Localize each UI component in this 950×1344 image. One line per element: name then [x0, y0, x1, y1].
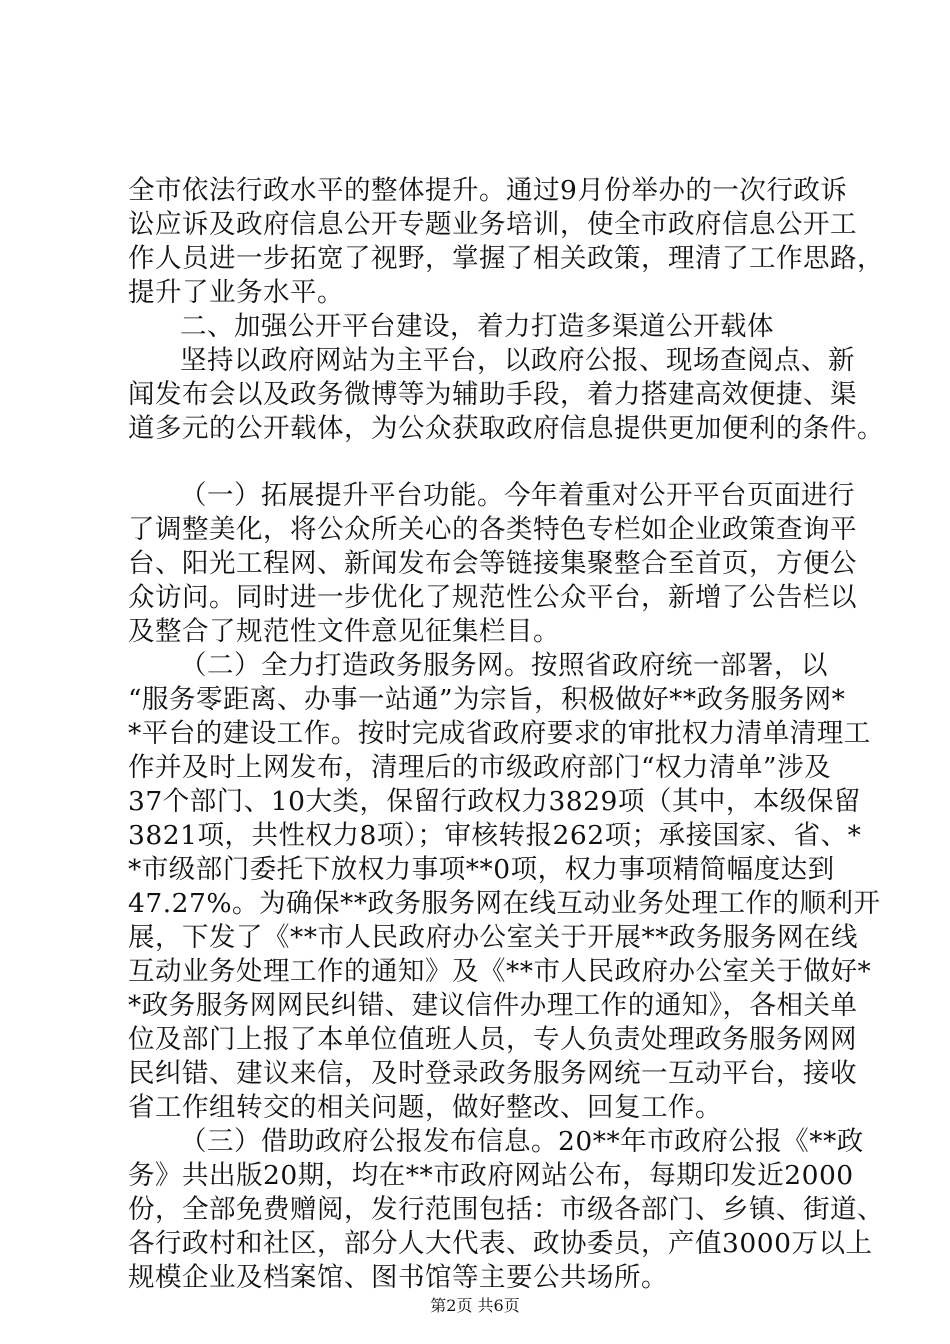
text-line: 及整合了规范性文件意见征集栏目。 — [128, 616, 560, 647]
text-line: 展，下发了《**市人民政府办公室关于开展**政务服务网在线 — [128, 922, 858, 953]
text-line: 民纠错、建议来信，及时登录政务服务网统一互动平台，接收 — [128, 1058, 857, 1089]
text-line: 台、阳光工程网、新闻发布会等链接集聚整合至首页，方便公 — [128, 548, 857, 579]
text-line: 位及部门上报了本单位值班人员，专人负责处理政务服务网网 — [128, 1024, 857, 1055]
text-line: （一）拓展提升平台功能。今年着重对公开平台页面进行 — [180, 480, 855, 511]
text-line: 互动业务处理工作的通知》及《**市人民政府办公室关于做好* — [128, 956, 872, 987]
text-line: 坚持以政府网站为主平台，以政府公报、现场查阅点、新 — [180, 345, 855, 376]
text-line: 务》共出版20期，均在**市政府网站公布，每期印发近2000 — [128, 1160, 854, 1191]
page-number-footer: 第2页 共6页 — [430, 1296, 520, 1315]
text-line: “服务零距离、办事一站通”为宗旨，积极做好**政务服务网* — [128, 684, 846, 715]
text-line: 讼应诉及政府信息公开专题业务培训，使全市政府信息公开工 — [128, 209, 857, 240]
text-line: 规模企业及档案馆、图书馆等主要公共场所。 — [128, 1262, 668, 1293]
text-line: *政务服务网网民纠错、建议信件办理工作的通知》，各相关单 — [128, 990, 858, 1021]
text-line: 提升了业务水平。 — [128, 277, 344, 308]
text-line: 众访问。同时进一步优化了规范性公众平台，新增了公告栏以 — [128, 582, 857, 613]
text-line: 闻发布会以及政务微博等为辅助手段，着力搭建高效便捷、渠 — [128, 379, 857, 410]
text-line: 47.27%。为确保**政务服务网在线互动业务处理工作的顺利开 — [128, 888, 881, 919]
text-line: 各行政村和社区，部分人大代表、政协委员，产值3000万以上 — [128, 1228, 873, 1259]
text-line: 了调整美化，将公众所关心的各类特色专栏如企业政策查询平 — [128, 514, 857, 545]
text-line: 37个部门、10大类，保留行政权力3829项（其中，本级保留 — [128, 786, 861, 817]
text-line: 作人员进一步拓宽了视野，掌握了相关政策，理清了工作思路， — [128, 243, 884, 274]
text-line: 份，全部免费赠阅，发行范围包括：市级各部门、乡镇、街道、 — [128, 1194, 884, 1225]
text-line: 全市依法行政水平的整体提升。通过9月份举办的一次行政诉 — [128, 175, 848, 206]
text-line: （二）全力打造政务服务网。按照省政府统一部署，以 — [180, 650, 828, 681]
text-line: *市级部门委托下放权力事项**0项，权力事项精简幅度达到 — [128, 854, 835, 885]
text-line: 省工作组转交的相关问题，做好整改、回复工作。 — [128, 1092, 722, 1123]
text-line: 3821项，共性权力8项）；审核转报262项；承接国家、省、* — [128, 820, 862, 851]
text-line: （三）借助政府公报发布信息。20**年市政府公报《**政 — [180, 1126, 864, 1157]
text-line: 道多元的公开载体，为公众获取政府信息提供更加便利的条件。 — [128, 413, 884, 444]
text-line: *平台的建设工作。按时完成省政府要求的审批权力清单清理工 — [128, 718, 871, 749]
section-heading: 二、加强公开平台建设，着力打造多渠道公开载体 — [180, 311, 774, 342]
text-line: 作并及时上网发布，清理后的市级政府部门“权力清单”涉及 — [128, 752, 832, 783]
